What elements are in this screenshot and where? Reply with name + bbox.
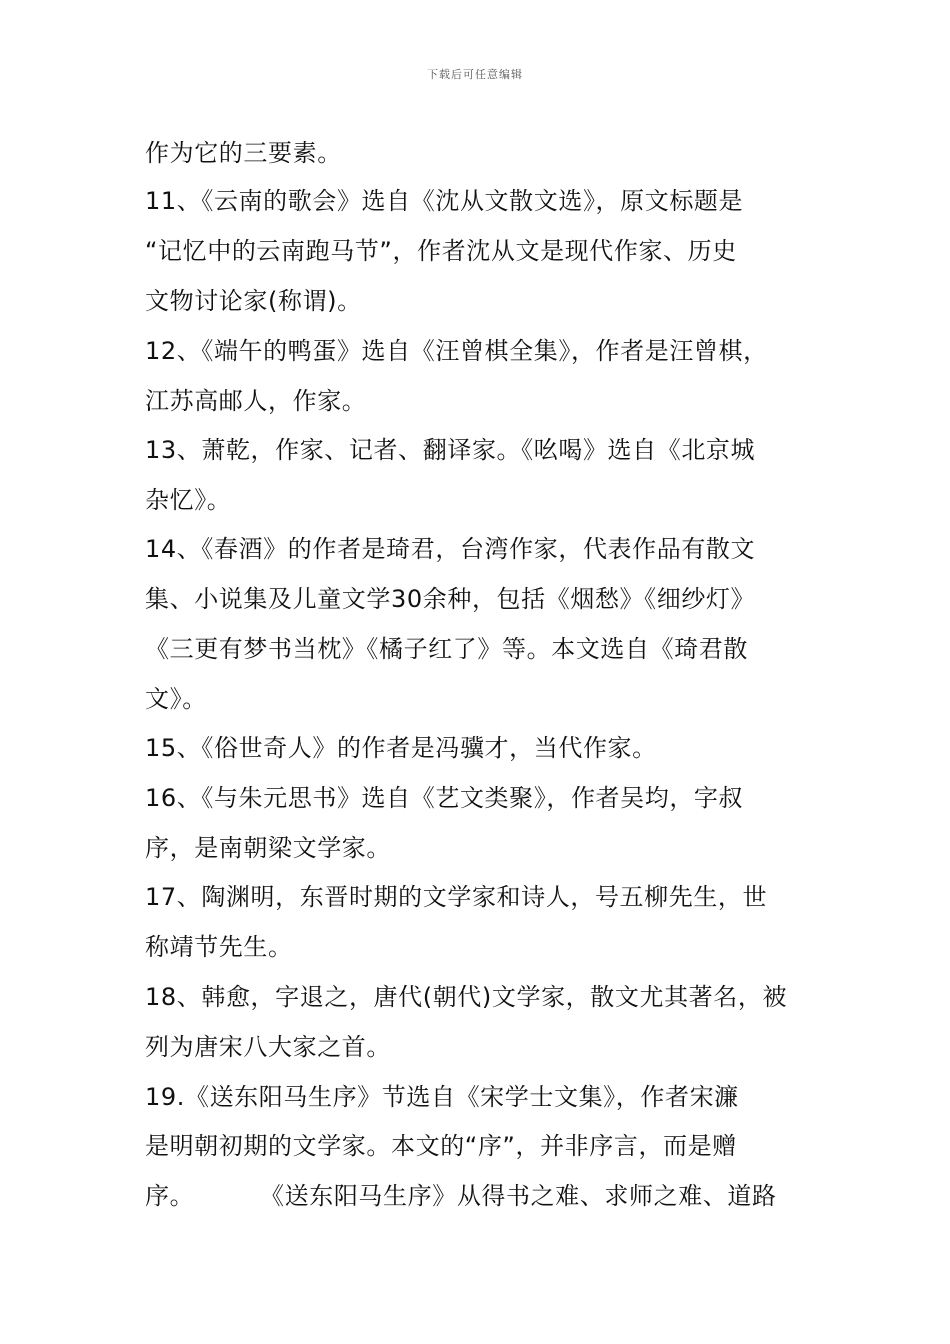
text-line: 14、《春酒》的作者是琦君，台湾作家，代表作品有散文 — [145, 535, 756, 563]
text-line: 13、萧乾，作家、记者、翻译家。《吆喝》选自《北京城 — [145, 436, 756, 464]
text-line: 列为唐宋八大家之首。 — [145, 1033, 391, 1061]
page-header: 下载后可任意编辑 — [427, 68, 523, 81]
text-line: 19.《送东阳马生序》节选自《宋学士文集》，作者宋濂 — [145, 1083, 739, 1111]
text-line: 11、《云南的歌会》选自《沈从文散文选》，原文标题是 — [145, 187, 744, 215]
text-line: 序。 《送东阳马生序》从得书之难、求师之难、道路 — [145, 1182, 777, 1210]
text-line: 序，是南朝梁文学家。 — [145, 834, 391, 862]
text-line: 杂忆》。 — [145, 486, 232, 514]
text-line: 集、小说集及儿童文学30余种，包括《烟愁》《细纱灯》 — [145, 585, 756, 613]
text-line: 文物讨论家(称谓)。 — [145, 287, 362, 315]
text-line: 作为它的三要素。 — [145, 139, 342, 167]
text-line: 12、《端午的鸭蛋》选自《汪曾棋全集》，作者是汪曾棋， — [145, 337, 768, 365]
text-line: “记忆中的云南跑马节”，作者沈从文是现代作家、历史 — [145, 237, 737, 265]
text-line: 文》。 — [145, 685, 207, 713]
text-line: 16、《与朱元思书》选自《艺文类聚》，作者吴均，字叔 — [145, 784, 744, 812]
text-line: 18、韩愈，字退之，唐代(朝代)文学家，散文尤其著名，被 — [145, 983, 788, 1011]
text-line: 《三更有梦书当枕》《橘子红了》等。本文选自《琦君散 — [145, 635, 748, 663]
text-line: 17、陶渊明，东晋时期的文学家和诗人，号五柳先生，世 — [145, 883, 768, 911]
text-line: 称靖节先生。 — [145, 933, 293, 961]
text-line: 是明朝初期的文学家。本文的“序”，并非序言，而是赠 — [145, 1132, 737, 1160]
text-line: 15、《俗世奇人》的作者是冯骥才，当代作家。 — [145, 734, 657, 762]
text-line: 江苏高邮人，作家。 — [145, 387, 367, 415]
